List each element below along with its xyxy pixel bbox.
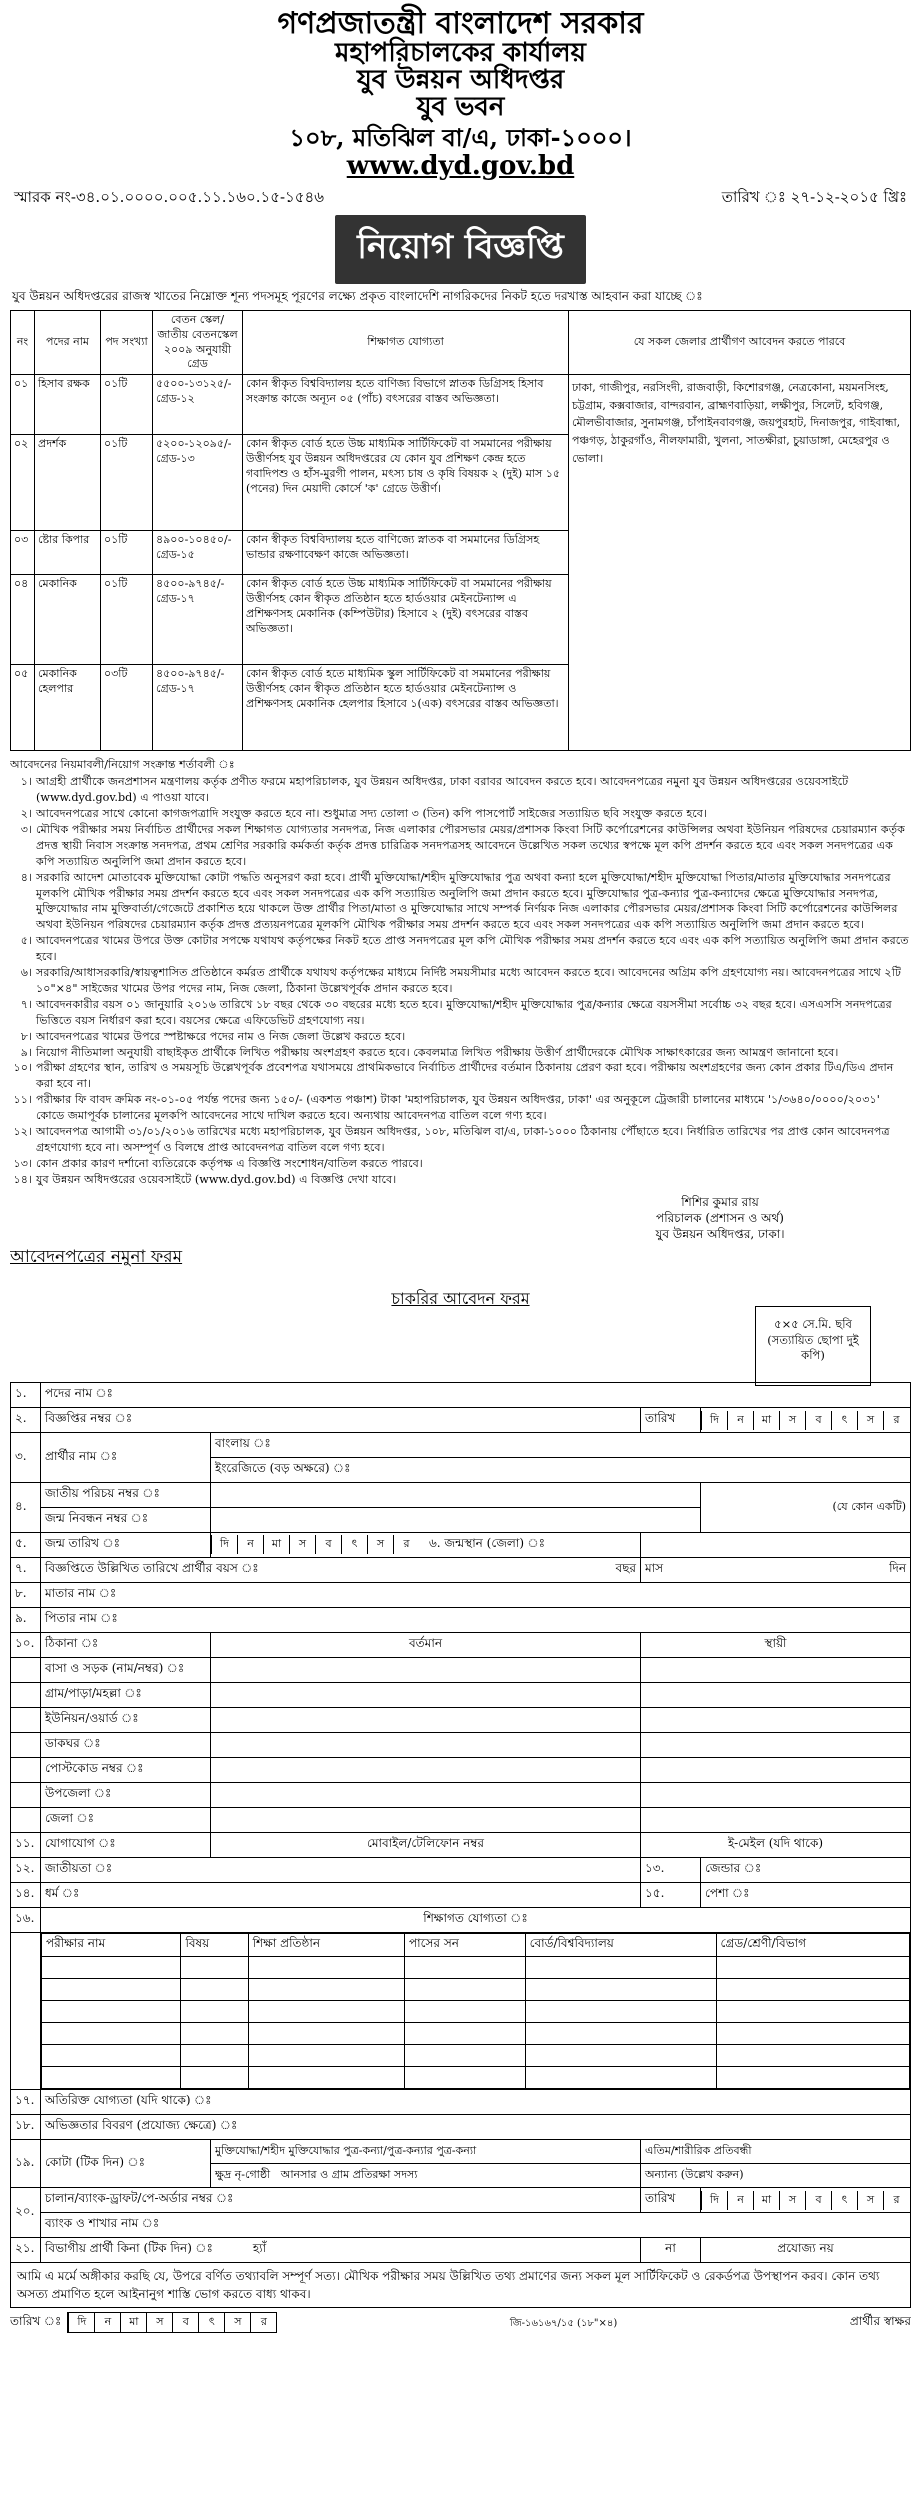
name-english-field[interactable]: ইংরেজিতে (বড় অক্ষরে) ঃ — [211, 1458, 911, 1483]
experience-field[interactable]: অভিজ্ঞতার বিবরণ (প্রযোজ্য ক্ষেত্রে) ঃ — [41, 2115, 911, 2140]
department-name: যুব উন্নয়ন অধিদপ্তর — [356, 64, 565, 95]
form-row-age: ৭. বিজ্ঞপ্তিতে উল্লিখিত তারিখে প্রার্থীর বয়স ঃ বছর মাস দিন — [11, 1558, 911, 1583]
form-row-post: ১. পদের নাম ঃ — [11, 1383, 911, 1408]
row-no: ০৫ — [11, 665, 35, 751]
letterhead — [10, 8, 911, 180]
pay-scale: ৫২০০-১২০৯৫/- গ্রেড-১৩ — [153, 435, 243, 531]
form-row-father: ৯. পিতার নাম ঃ — [11, 1608, 911, 1633]
form-row-name-bn: ৩. প্রার্থীর নাম ঃ বাংলায় ঃ — [11, 1433, 911, 1458]
table-row[interactable] — [42, 2067, 910, 2089]
post-name: হিসাব রক্ষক — [35, 375, 101, 435]
nid-field[interactable] — [211, 1483, 701, 1508]
table-row — [11, 375, 911, 435]
form-row-nationality: ১২. জাতীয়তা ঃ ১৩. জেন্ডার ঃ — [11, 1858, 911, 1883]
post-name-field[interactable]: পদের নাম ঃ — [45, 1386, 113, 1401]
qualification: কোন স্বীকৃত বোর্ড হতে উচ্চ মাধ্যমিক সার্টিফিকেট বা সমমানের পরীক্ষায় উত্তীর্ণসহ যুব উন্নয়ন অধিদপ্তরের যে কোন যুব প্রশিক্ষণ কেন্দ্র হতে গবাদিপশু ও হাঁস-মুরগী পালন, মৎস্য চাষ ও কৃষি বিষয়ক ২ (দুই) মাস ১৫ (পনের) দিন মেয়াদী কোর্সে 'ক' গ্রেডে উত্তীর্ণ। — [243, 435, 569, 531]
notice-banner: নিয়োগ বিজ্ঞপ্তি — [335, 215, 586, 284]
signatory-designation: পরিচালক (প্রশাসন ও অর্থ) — [656, 1210, 784, 1225]
address-line: পোস্টকোড নম্বর ঃ — [11, 1758, 911, 1783]
table-row[interactable] — [42, 2023, 910, 2045]
eligible-districts: ঢাকা, গাজীপুর, নরসিংদী, রাজবাড়ী, কিশোরগঞ্জ, নেত্রকোনা, ময়মনসিংহ, চট্টগ্রাম, কক্সবাজার, বান্দরবান, ব্রাহ্মণবাড়িয়া, লক্ষীপুর, সিলেট, হবিগঞ্জ, মৌলভীবাজার, সুনামগঞ্জ, চাঁপাইনবাবগঞ্জ, জয়পুরহাট, দিনাজপুর, গাইবান্ধা, পঞ্চগড়, ঠাকুরগাঁও, নীলফামারী, খুলনা, সাতক্ষীরা, চুয়াডাঙ্গা, মেহেরপুর ও ভোলা। — [569, 375, 911, 751]
quota-ansar[interactable]: আনসার ও গ্রাম প্রতিরক্ষা সদস্য — [280, 2168, 418, 2182]
challan-date-boxes[interactable]: দি ন মা স ব ৎ স র — [701, 2191, 909, 2210]
table-row[interactable] — [42, 1979, 910, 2001]
post-count: ০১টি — [101, 375, 153, 435]
list-item: ১। আগ্রহী প্রার্থীকে জনপ্রশাসন মন্ত্রণালয় কর্তৃক প্রণীত ফরমে মহাপরিচালক, যুব উন্নয়ন অধিদপ্তর, ঢাকা বরাবর আবেদন করতে হবে। আবেদনপত্রের নমুনা যুব উন্নয়ন অধিদপ্তরের ওয়েবসাইটে (www.dyd.gov.bd) এ পাওয়া যাবে। — [20, 775, 849, 805]
challan-field[interactable]: চালান/ব্যাংক-ড্রাফট/পে-অর্ডার নম্বর ঃ — [41, 2188, 641, 2213]
address-line: জেলা ঃ — [11, 1808, 911, 1833]
print-code: জি-১৬১৬৭/১৫ (১৮"×৪) — [509, 2318, 618, 2330]
form-row-extra-qual: ১৭. অতিরিক্ত যোগ্যতা (যদি থাকে) ঃ — [11, 2090, 911, 2115]
row-no: ০২ — [11, 435, 35, 531]
post-count: ০১টি — [101, 531, 153, 575]
list-item: ১০। পরীক্ষা গ্রহণের স্থান, তারিখ ও সময়সূচি উল্লেখপূর্বক প্রবেশপত্র যথাসময়ে প্রাথমিকভাবে নির্বাচিত প্রার্থীদের বর্তমান ঠিকানায় প্রেরণ করা হবে। পরীক্ষায় অংশগ্রহণের জন্য কোন প্রকার টিএ/ডিএ প্রদান করা হবে না। — [13, 1061, 894, 1091]
row-no: ০৪ — [11, 575, 35, 665]
profession-field[interactable]: পেশা ঃ — [701, 1883, 911, 1908]
list-item: ১৪। যুব উন্নয়ন অধিদপ্তরের ওয়েবসাইটে (www.dyd.gov.bd) এ বিজ্ঞপ্তি দেখা যাবে। — [13, 1172, 397, 1186]
education-header: পরীক্ষার নাম বিষয় শিক্ষা প্রতিষ্ঠান পাসের সন বোর্ড/বিশ্ববিদ্যালয় গ্রেড/শ্রেণী/বিভাগ — [42, 1934, 910, 1957]
form-row-quota: ১৯. কোটা (টিক দিন) ঃ মুক্তিযোদ্ধা/শহীদ মুক্তিযোদ্ধার পুত্র-কন্যা/পুত্র-কন্যার পুত্র-কন্যা এতিম/শারীরিক প্রতিবন্ধী — [11, 2140, 911, 2164]
office-name: মহাপরিচালকের কার্যালয় — [335, 37, 586, 68]
terms-title: আবেদনের নিয়মাবলী/নিয়োগ সংক্রান্ত শর্তাবলী ঃ — [10, 758, 235, 772]
list-item: ৭। আবেদনকারীর বয়স ০১ জানুয়ারি ২০১৬ তারিখে ১৮ বছর থেকে ৩০ বছরের মধ্যে হতে হবে। মুক্তিযোদ্ধা/শহীদ মুক্তিযোদ্ধার পুত্র/কন্যার ক্ষেত্রে বয়সসীমা সর্বোচ্চ ৩২ বছর হবে। এসএসসি সনদপত্রের ভিত্তিতে বয়স নির্ধারণ করা হবে। বয়সের ক্ষেত্রে এফিডেভিট গ্রহণযোগ্য নয়। — [20, 997, 892, 1027]
photo-box: ৫×৫ সে.মি. ছবি (সত্যায়িত ছোপা দুই কপি) — [755, 1306, 871, 1386]
row-no: ০৩ — [11, 531, 35, 575]
form-row-birthreg: জন্ম নিবন্ধন নম্বর ঃ — [11, 1508, 911, 1533]
bank-branch-field[interactable]: ব্যাংক ও শাখার নাম ঃ — [41, 2213, 911, 2238]
qualification: কোন স্বীকৃত বোর্ড হতে উচ্চ মাধ্যমিক সার্টিফিকেট বা সমমানের পরীক্ষায় উত্তীর্ণসহ কোন স্বীকৃত প্রতিষ্ঠান হতে হার্ডওয়ার মেইনটেন্যান্স এ প্রশিক্ষণসহ মেকানিক (কম্পিউটার) হিসাবে ২ (দুই) বৎসরের বাস্তব অভিজ্ঞতা। — [243, 575, 569, 665]
quota-orphan[interactable]: এতিম/শারীরিক প্রতিবন্ধী — [641, 2140, 911, 2164]
email-field[interactable]: ই-মেইল (যদি থাকে) — [641, 1833, 911, 1858]
address: ১০৮, মতিঝিল বা/এ, ঢাকা-১০০০। — [289, 123, 632, 153]
notice-date: তারিখ ঃ ২৭-১২-২০১৫ খ্রিঃ — [721, 187, 907, 206]
sample-form-title: আবেদনপত্রের নমুনা ফরম — [10, 1247, 183, 1268]
form-row-dob: ৫. জন্ম তারিখ ঃ দি ন মা স ব ৎ স র ৬. জন্মস্থান (জেলা) ঃ — [11, 1533, 911, 1558]
qualification: কোন স্বীকৃত বিশ্ববিদ্যালয় হতে বাণিজ্য বিভাগে স্নাতক ডিগ্রিসহ হিসাব সংক্রান্ত কাজে অন্যূন ০৫ (পাঁচ) বৎসরের বাস্তব অভিজ্ঞতা। — [243, 375, 569, 435]
dob-boxes[interactable]: দি ন মা স ব ৎ স র — [211, 1535, 419, 1554]
form-row-bank — [11, 2213, 911, 2238]
notice-date-boxes[interactable]: দি ন মা স ব ৎ স র — [701, 1411, 909, 1430]
form-row-address-head: ১০. ঠিকানা ঃ বর্তমান স্থায়ী — [11, 1633, 911, 1658]
signatory-office: যুব উন্নয়ন অধিদপ্তর, ঢাকা। — [655, 1227, 785, 1242]
list-item: ৪। সরকারি আদেশ মোতাবেক মুক্তিযোদ্ধা কোটা পদ্ধতি অনুসরণ করা হবে। প্রার্থী মুক্তিযোদ্ধা/শহীদ মুক্তিযোদ্ধার পুত্র অথবা কন্যা হলে মুক্তিযোদ্ধা/শহীদ মুক্তিযোদ্ধা পিতার/মাতার মুক্তিযোদ্ধার সনদপত্রের মূলকপি মৌখিক পরীক্ষার সময় প্রদর্শন করতে হবে এবং সকল সনদপত্রের এক কপি সত্যায়িত অনুলিপি জমা প্রদান করতে হবে। মুক্তিযোদ্ধার পুত্র-কন্যার পুত্র-কন্যাদের ক্ষেত্রে মুক্তিযোদ্ধার সনদপত্র, মুক্তিযোদ্ধার নাম মুক্তিবার্তা/গেজেটে প্রকাশিত হয়ে থাকলে উক্ত প্রার্থীর পিতা/মাতা ও মুক্তিযোদ্ধার সাথে সম্পর্ক নির্ণয়ক নিজ এলাকার পৌরসভার মেয়র/প্রশাসক কিংবা সিটি কর্পোরেশনের কাউন্সিলর অথবা ইউনিয়ন পরিষদের চেয়ারম্যান কর্তৃক প্রদত্ত প্রত্যয়নপত্রের মূলকপি মৌখিক পরীক্ষার সময় প্রদর্শন করতে হবে এবং সকল সনদপত্রের এক কপি সত্যায়িত অনুলিপি জমা প্রদান করতে হবে। — [20, 870, 898, 932]
declaration: আমি এ মর্মে অঙ্গীকার করছি যে, উপরে বর্ণিত তথ্যাবলি সম্পূর্ণ সত্য। মৌখিক পরীক্ষার সময় উল্লিখিত তথ্য প্রমাণের জন্য সকল মূল সার্টিফিকেট ও রেকর্ডপত্র উপস্থাপন করব। কোন তথ্য অসত্য প্রমাণিত হলে আইনানুগ শাস্তি ভোগ করতে বাধ্য থাকব। — [10, 2262, 911, 2308]
post-name: মেকানিক — [35, 575, 101, 665]
pay-scale: ৪৫০০-৯৭৪৫/- গ্রেড-১৭ — [153, 665, 243, 751]
pay-scale: ৪৯০০-১০৪৫০/- গ্রেড-১৫ — [153, 531, 243, 575]
address-line: উপজেলা ঃ — [11, 1783, 911, 1808]
memo-row — [10, 186, 911, 211]
application-form — [10, 1382, 911, 2263]
list-item: ৮। আবেদনপত্রের খামের উপরে স্পষ্টাক্ষরে পদের নাম ও নিজ জেলা উল্লেখ করতে হবে। — [20, 1029, 406, 1043]
post-count: ০১টি — [101, 435, 153, 531]
form-footer: তারিখ ঃ দি ন মা স ব ৎ স র জি-১৬১৬৭/১৫ (১৮"×৪) প্রার্থীর স্বাক্ষর — [10, 2312, 911, 2333]
form-row-contact: ১১. যোগাযোগ ঃ মোবাইল/টেলিফোন নম্বর ই-মেইল (যদি থাকে) — [11, 1833, 911, 1858]
form-row-challan: ২০. চালান/ব্যাংক-ড্রাফট/পে-অর্ডার নম্বর ঃ তারিখ দি ন মা স ব ৎ স র — [11, 2188, 911, 2213]
father-name-field[interactable]: পিতার নাম ঃ — [41, 1608, 911, 1633]
table-row[interactable] — [42, 2045, 910, 2067]
pay-scale: ৫৫০০-১৩১২৫/- গ্রেড-১২ — [153, 375, 243, 435]
departmental-no[interactable]: না — [641, 2238, 701, 2263]
list-item: ১১। পরীক্ষার ফি বাবদ ক্রমিক নং-০১-০৫ পর্যন্ত পদের জন্য ১৫০/- (একশত পঞ্চাশ) টাকা 'মহাপরিচালক, যুব উন্নয়ন অধিদপ্তর, ঢাকা' এর অনুকূলে ট্রেজারী চালানের মাধ্যমে '১/৩৬৪০/০০০০/২০৩১' কোডে জমাপূর্বক চালানের মূলকপি আবেদনের সাথে দাখিল করতে হবে। অন্যথায় আবেদনপত্র বাতিল বলে গণ্য হবে। — [13, 1093, 880, 1123]
building-name: যুব ভবন — [416, 92, 505, 123]
qualification: কোন স্বীকৃত বিশ্ববিদ্যালয় হতে বাণিজ্যে স্নাতক বা সমমানের ডিগ্রিসহ ভান্ডার রক্ষণাবেক্ষণ কাজে অভিজ্ঞতা। — [243, 531, 569, 575]
religion-field[interactable]: ধর্ম ঃ — [41, 1883, 641, 1908]
govt-name: গণপ্রজাতন্ত্রী বাংলাদেশ সরকার — [277, 6, 644, 41]
post-name: মেকানিক হেলপার — [35, 665, 101, 751]
pay-scale: ৪৫০০-৯৭৪৫/- গ্রেড-১৭ — [153, 575, 243, 665]
posts-table-header — [11, 310, 911, 374]
post-count: ০১টি — [101, 575, 153, 665]
quota-freedom-fighter[interactable]: মুক্তিযোদ্ধা/শহীদ মুক্তিযোদ্ধার পুত্র-কন্যা/পুত্র-কন্যার পুত্র-কন্যা — [211, 2140, 641, 2164]
memo-number: স্মারক নং-৩৪.০১.০০০০.০০৫.১১.১৬০.১৫-১৫৪৬ — [14, 187, 324, 206]
departmental-yes[interactable]: হ্যাঁ — [252, 2241, 267, 2256]
posts-table — [10, 310, 911, 751]
gender-field[interactable]: জেন্ডার ঃ — [701, 1858, 911, 1883]
qualification: কোন স্বীকৃত বোর্ড হতে মাধ্যমিক স্কুল সার্টিফিকেট বা সমমানের পরীক্ষায় উত্তীর্ণসহ কোন স্বীকৃত প্রতিষ্ঠান হতে হার্ডওয়ার মেইনটেন্যান্স ও প্রশিক্ষণসহ মেকানিক হেলপার হিসাবে ১(এক) বৎসরের বাস্তব অভিজ্ঞতা। — [243, 665, 569, 751]
col-header: পদ সংখ্যা — [101, 310, 153, 374]
signature-block — [570, 1194, 870, 1243]
birth-reg-field[interactable] — [211, 1508, 701, 1533]
post-count: ০৩টি — [101, 665, 153, 751]
extra-qualification-field[interactable]: অতিরিক্ত যোগ্যতা (যদি থাকে) ঃ — [41, 2090, 911, 2115]
recruitment-notice — [10, 0, 911, 2514]
row-no: ০১ — [11, 375, 35, 435]
form-title: চাকরির আবেদন ফরম — [391, 1289, 530, 1309]
form-row-notice: ২. বিজ্ঞপ্তির নম্বর ঃ তারিখ দি ন মা স ব ৎ স র — [11, 1408, 911, 1433]
terms-list — [10, 774, 911, 1188]
address-line: গ্রাম/পাড়া/মহল্লা ঃ — [11, 1683, 911, 1708]
form-row-experience: ১৮. অভিজ্ঞতার বিবরণ (প্রযোজ্য ক্ষেত্রে) ঃ — [11, 2115, 911, 2140]
col-header: নং — [11, 310, 35, 374]
form-row-departmental: ২১. বিভাগীয় প্রার্থী কিনা (টিক দিন) ঃ হ্যাঁ না প্রযোজ্য নয় — [11, 2238, 911, 2263]
address-line: ডাকঘর ঃ — [11, 1733, 911, 1758]
table-row[interactable] — [42, 1957, 910, 1979]
website-link[interactable]: www.dyd.gov.bd — [346, 150, 575, 181]
col-header: বেতন স্কেল/জাতীয় বেতনস্কেল ২০০৯ অনুযায়ী গ্রেড — [153, 310, 243, 374]
intro-text: যুব উন্নয়ন অধিদপ্তরের রাজস্ব খাতের নিম্নোক্ত শূন্য পদসমূহ পূরণের লক্ষ্যে প্রকৃত বাংলাদেশি নাগরিকদের নিকট হতে দরখাস্ত আহবান করা যাচ্ছে ঃ — [12, 288, 703, 303]
list-item: ১৩। কোন প্রকার কারণ দর্শানো ব্যতিরেকে কর্তৃপক্ষ এ বিজ্ঞপ্তি সংশোধন/বাতিল করতে পারবে। — [13, 1156, 423, 1170]
birthplace-field[interactable]: ৬. জন্মস্থান (জেলা) ঃ — [429, 1536, 545, 1551]
list-item: ২। আবেদনপত্রের সাথে কোনো কাগজপত্রাদি সংযুক্ত করতে হবে না। শুধুমাত্র সদ্য তোলা ৩ (তিন) কপি পাসপোর্ট সাইজের সত্যায়িত ছবি সংযুক্ত করতে হবে। — [20, 806, 707, 820]
post-name: প্রদর্শক — [35, 435, 101, 531]
col-header: পদের নাম — [35, 310, 101, 374]
terms-section — [10, 757, 911, 1187]
list-item: ৬। সরকারি/আধাসরকারি/স্বায়ত্বশাসিত প্রতিষ্ঠানে কর্মরত প্রার্থীকে যথাযথ কর্তৃপক্ষের মাধ্যমে নির্দিষ্ট সময়সীমার মধ্যে আবেদন করতে হবে। আবেদনের অগ্রিম কপি গ্রহণযোগ্য নয়। আবেদনপত্রের সাথে ২টি ১০"×৪" সাইজের খামের উপর পদের নাম, নিজ জেলা, ঠিকানা উল্লেখপূর্বক প্রদান করতে হবে। — [20, 966, 901, 995]
form-row-religion: ১৪. ধর্ম ঃ ১৫. পেশা ঃ — [11, 1883, 911, 1908]
list-item: ৫। আবেদনপত্রের খামের উপরে উক্ত কোটার সপক্ষে যথাযথ কর্তৃপক্ষের নিকট হতে প্রাপ্ত সনদপত্রের মূল কপি মৌখিক পরীক্ষার সময় প্রদর্শন করতে হবে এবং এক কপি সত্যায়িত অনুলিপি জমা প্রদান করতে হবে। — [20, 934, 909, 964]
form-row-nid: ৪. জাতীয় পরিচয় নম্বর ঃ (যে কোন একটি) — [11, 1483, 911, 1508]
list-item: ১২। আবেদনপত্র আগামী ৩১/০১/২০১৬ তারিখের মধ্যে মহাপরিচালক, যুব উন্নয়ন অধিদপ্তর, ১০৮, মতিঝিল বা/এ, ঢাকা-১০০০ ঠিকানায় পৌঁছাতে হবে। নির্ধারিত তারিখের পর প্রাপ্ত কোন আবেদনপত্র গ্রহণযোগ্য হবে না। অসম্পূর্ণ ও বিলম্বে প্রাপ্ত আবেদনপত্র বাতিল বলে গণ্য হবে। — [13, 1125, 890, 1154]
applicant-signature: প্রার্থীর স্বাক্ষর — [849, 2314, 911, 2329]
mobile-field[interactable]: মোবাইল/টেলিফোন নম্বর — [211, 1833, 641, 1858]
form-row-education: ১৬. শিক্ষাগত যোগ্যতা ঃ — [11, 1908, 911, 1933]
quota-other[interactable]: অন্যান্য (উল্লেখ করুন) — [641, 2164, 911, 2188]
list-item: ৯। নিয়োগ নীতিমালা অনুযায়ী বাছাইকৃত প্রার্থীকে লিখিত পরীক্ষায় অংশগ্রহণ করতে হবে। কেবলমাত্র লিখিত পরীক্ষায় উত্তীর্ণ প্রার্থীদেরকে মৌখিক সাক্ষাৎকারের জন্য আমন্ত্রণ জানানো হবে। — [20, 1045, 839, 1059]
quota-ethnic[interactable]: ক্ষুদ্র নৃ-গোষ্ঠী — [215, 2168, 271, 2182]
list-item: ৩। মৌখিক পরীক্ষার সময় নির্বাচিত প্রার্থীদের সকল শিক্ষাগত যোগ্যতার সনদপত্র, নিজ এলাকার পৌরসভার মেয়র/প্রশাসক কিংবা সিটি কর্পোরেশনের কাউন্সিলর অথবা ইউনিয়ন পরিষদের চেয়ারম্যান কর্তৃক প্রদত্ত স্থায়ী নিবাস সংক্রান্ত সনদপত্র, প্রথম শ্রেণির সরকারি কর্মকর্তা কর্তৃক প্রদত্ত চারিত্রিক সনদপত্রসহ আবেদনে উল্লেখিত সকল তথ্যের স্বপক্ষে মূল কপি প্রদর্শন করতে হবে এবং সকল সনদপত্রের এক কপি সত্যায়িত অনুলিপি জমা প্রদান করতে হবে। — [20, 822, 905, 868]
footer-date-boxes[interactable]: দি ন মা স ব ৎ স র — [67, 2312, 277, 2333]
notice-number-field[interactable]: বিজ্ঞপ্তির নম্বর ঃ — [41, 1408, 641, 1433]
col-header: যে সকল জেলার প্রার্থীগণ আবেদন করতে পারবে — [569, 310, 911, 374]
address-line: বাসা ও সড়ক (নাম/নম্বর) ঃ — [11, 1658, 911, 1683]
signatory-name: শিশির কুমার রায় — [681, 1194, 759, 1209]
mother-name-field[interactable]: মাতার নাম ঃ — [41, 1583, 911, 1608]
departmental-na[interactable]: প্রযোজ্য নয় — [701, 2238, 911, 2263]
col-header: শিক্ষাগত যোগ্যতা — [243, 310, 569, 374]
address-line: ইউনিয়ন/ওয়ার্ড ঃ — [11, 1708, 911, 1733]
form-row-mother: ৮. মাতার নাম ঃ — [11, 1583, 911, 1608]
post-name: ষ্টোর কিপার — [35, 531, 101, 575]
education-table — [41, 1933, 910, 2089]
name-bangla-field[interactable]: বাংলায় ঃ — [211, 1433, 911, 1458]
nationality-field[interactable]: জাতীয়তা ঃ — [41, 1858, 641, 1883]
table-row[interactable] — [42, 2001, 910, 2023]
